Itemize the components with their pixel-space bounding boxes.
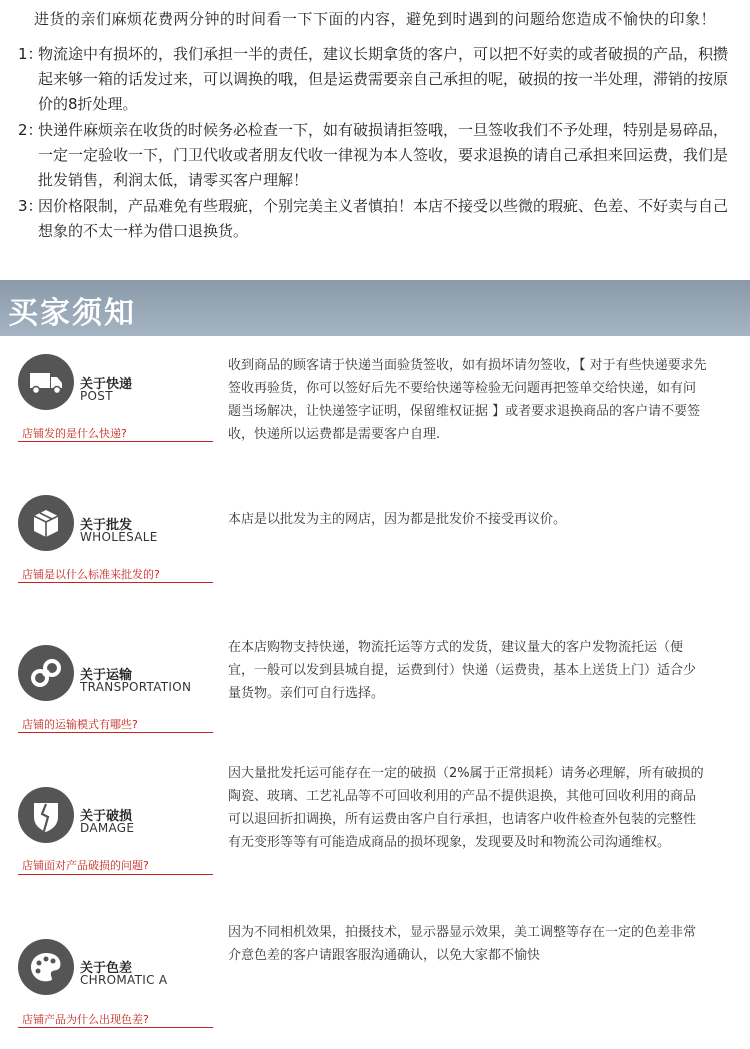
notice-item-text: 因价格限制，产品难免有些瑕疵，个别完美主义者慎拍！本店不接受以些微的瑕疵、色差、不好卖与自己想象的不太一样为借口退换货。 (38, 197, 729, 240)
section-question: 店铺产品为什么出现色差? (22, 1013, 149, 1026)
notice-title: 进货的亲们麻烦花费两分钟的时间看一下下面的内容，避免到时遇到的问题给您造成不愉快的印象！ (33, 10, 716, 28)
section-question: 店铺发的是什么快递? (22, 427, 127, 440)
section-description: 因大量批发托运可能存在一定的破损（2%属于正常损耗）请务必理解，所有破损的陶瓷、玻璃、工艺礼品等不可回收利用的产品不提供退换，其他可回收利用的商品可以退回折扣调换，所有运费由客户自行承担，也请客户收件检查外包装的完整性有无变形等等有可能造成商品的损坏现象，发现要及时和物流公司沟通维权。 (228, 766, 704, 850)
section-damage (0, 760, 750, 890)
section-title-en: WHOLESALE (80, 530, 158, 544)
section-post (0, 340, 750, 465)
section-title-en: POST (80, 389, 113, 403)
section-description: 因为不同相机效果，拍摄技术，显示器显示效果，美工调整等存在一定的色差非常介意色差的客户请跟客服沟通确认，以免大家都不愉快 (228, 925, 697, 963)
notice-item-number: 2： (18, 121, 43, 139)
section-title-en: DAMAGE (80, 821, 135, 835)
section-question: 店铺是以什么标准来批发的? (22, 568, 160, 581)
section-title-cn: 关于快递 (80, 377, 133, 392)
notice-item-number: 1： (18, 45, 43, 63)
chain-icon (18, 645, 74, 701)
section-divider (18, 582, 213, 583)
section-title-cn: 关于批发 (80, 518, 133, 533)
notice-item-number: 3： (18, 197, 43, 215)
notice-item-text: 物流途中有损坏的，我们承担一半的责任，建议长期拿货的客户，可以把不好卖的或者破损的产品，积攒起来够一箱的话发过来，可以调换的哦，但是运费需要亲自己承担的呢，破损的按一半处理，滞销的按原价的8折处理。 (38, 45, 729, 113)
truck-icon (18, 354, 74, 410)
section-question: 店铺面对产品破损的问题? (22, 859, 149, 872)
section-divider (18, 1027, 213, 1028)
section-transportation (0, 630, 750, 745)
section-chromatic (0, 915, 750, 1040)
section-wholesale (0, 490, 750, 600)
section-title-en: TRANSPORTATION (80, 680, 192, 694)
notice-item (18, 42, 733, 117)
section-title-en: CHROMATIC A (80, 973, 168, 987)
section-description: 在本店购物支持快递，物流托运等方式的发货，建议量大的客户发物流托运（便宜，一般可以发到县城自提，运费到付）快递（运费贵，基本上送货上门）适合少量货物。亲们可自行选择。 (228, 640, 697, 701)
section-title-cn: 关于色差 (80, 961, 133, 976)
section-divider (18, 874, 213, 875)
section-divider (18, 441, 213, 442)
box-icon (18, 495, 74, 551)
buyer-notice-banner (0, 280, 750, 336)
section-description: 本店是以批发为主的网店，因为都是批发价不接受再议价。 (228, 512, 567, 527)
palette-icon (18, 939, 74, 995)
notice-list (18, 42, 733, 245)
banner-title: 买家须知 (8, 296, 136, 331)
notice-item (18, 194, 733, 244)
notice-item-text: 快递件麻烦亲在收货的时候务必检查一下，如有破损请拒签哦，一旦签收我们不予处理，特别是易碎品，一定一定验收一下，门卫代收或者朋友代收一律视为本人签收，要求退换的请自己承担来回运费，我们是批发销售，利润太低，请零买客户理解！ (38, 121, 729, 189)
broken-shield-icon (18, 787, 74, 843)
section-divider (18, 732, 213, 733)
section-title-cn: 关于运输 (80, 668, 133, 683)
section-title-cn: 关于破损 (80, 809, 133, 824)
section-description: 收到商品的顾客请于快递当面验货签收，如有损坏请勿签收，【 对于有些快递要求先签收再验货，你可以签好后先不要给快递等检验无问题再把签单交给快递，如有问题当场解决，让快递签字证明，保留维权证据 】或者要求退换商品的客户请不要签收，快递所以运费都是需要客户自理. (228, 358, 707, 442)
section-question: 店铺的运输模式有哪些? (22, 718, 138, 731)
notice-item (18, 118, 733, 193)
